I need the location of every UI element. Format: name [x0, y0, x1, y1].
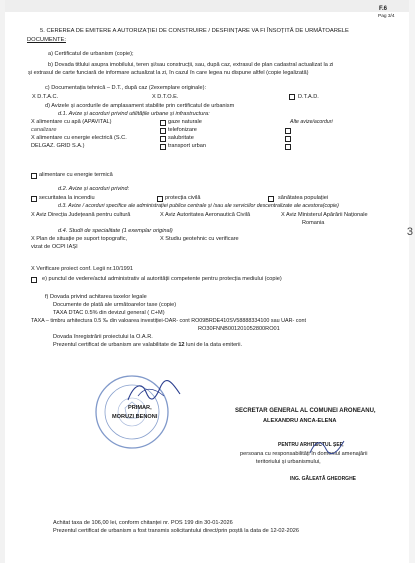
scan-left-edge: [0, 0, 5, 563]
section-title-cont: DOCUMENTE:: [27, 37, 66, 43]
item-e: e) punctul de vedere/actul administrativ al autorității competente pentru protecția mediului (copie): [42, 276, 282, 282]
dt-option-dtad-checkbox: [289, 94, 295, 100]
item-d: d) Avizele și acordurile de amplasament stabilite prin certificatul de urbanism: [45, 103, 235, 109]
checkbox-phone: [160, 128, 166, 134]
checkbox-transport: [160, 144, 166, 150]
d2-civil-protection: protecția civilă: [165, 195, 201, 201]
checkbox-health: [268, 196, 274, 202]
other-approvals-header: Alte avize/acorduri: [290, 119, 333, 125]
dt-option-dtoe: X D.T.O.E.: [152, 94, 179, 100]
d2-public-health: sănătatea populației: [278, 195, 329, 201]
oar-registration: Dovada înregistrării proiectului la O.A.R.: [53, 334, 153, 340]
utility-transport: transport urban: [168, 143, 206, 149]
delivery-info: Prezentul certificat de urbanism a fost transmis solicitantului direct/prin poștă la data de 12-02-2026: [53, 528, 299, 534]
utility-gas: gaze naturale: [168, 119, 202, 125]
validity-text: [53, 342, 242, 349]
validity-months: 12: [178, 342, 185, 348]
mayor-name: MORUZI BENONI: [112, 414, 158, 420]
page-number: Pag 3/4: [378, 14, 395, 19]
architect-signature: [308, 437, 348, 457]
secretary-title: SECRETAR GENERAL AL COMUNEI ARONEANU,: [235, 408, 376, 414]
engineer-name: ING. GĂLEATĂ GHEORGHE: [290, 476, 357, 482]
secretary-name: ALEXANDRU ANCA-ELENA: [263, 418, 337, 424]
d2-fire-safety: securitatea la incendiu: [39, 195, 95, 201]
d3-title: d.3. Avize / acorduri specifice ale administrației publice centrale și /sau ale serviciilor descentralizate ale acestora(copie): [58, 203, 339, 209]
dt-option-dtac: X D.T.A.C.: [32, 94, 59, 100]
architect-responsibility: persoana cu responsabilități în domeniul amenajării: [240, 451, 368, 457]
project-verification: X Verificare proiect conf. Legii nr.10/1991: [31, 266, 133, 272]
d4-geotechnical: X Studiu geotehnic cu verificare: [160, 236, 239, 242]
checkbox-gas: [160, 120, 166, 126]
item-a: a) Certificatul de urbanism (copie);: [48, 51, 134, 57]
checkbox-other-3: [285, 144, 291, 150]
tax-architecture-line1: TAXA – timbru arhitectura 0.5 ‰ din valoarea investiției-OAR- cont RO09BRDE410SV58888334100 sau UAR- cont: [31, 318, 306, 324]
dt-option-dtad: D.T.A.D.: [298, 94, 319, 100]
section-title: 5. CEREREA DE EMITERE A AUTORIZAȚIEI DE CONSTRUIRE / DESFIINȚARE VA FI ÎNSOȚITĂ DE URMĂTOARELE: [40, 28, 349, 34]
d4-site-plan: X Plan de situație pe suport topografic,: [31, 236, 128, 242]
mayor-title: PRIMAR,: [128, 405, 152, 411]
scan-right-edge: [406, 0, 415, 563]
checkbox-sanitation: [160, 136, 166, 142]
form-code: F.6: [379, 6, 388, 12]
checkbox-civil: [157, 196, 163, 202]
checkbox-thermal: [31, 173, 37, 179]
mayor-signature: [124, 376, 184, 406]
d1-title: d.1. Avize și acorduri privind utilitățile urbane și infrastructura:: [58, 111, 210, 117]
utility-electric: X alimentare cu energie electrică (S.C.: [31, 135, 127, 141]
validity-suffix: luni de la data emiterii.: [186, 342, 243, 348]
utility-water: X alimentare cu apă (APAVITAL): [31, 119, 112, 125]
tax-architecture-line2: RO30FNNB001201052800RO01: [198, 326, 280, 332]
fee-documents: Documente de plată ale următoarelor taxe (copie): [53, 302, 177, 308]
tax-dtac: TAXA DTAC 0.5% din devizul general ( C+M): [53, 310, 165, 316]
d2-title: d.2. Avize și acorduri privind:: [58, 186, 130, 192]
d4-site-plan-cont: vizat de OCPI IAȘI: [31, 244, 78, 250]
d3-aviation-approval: X Aviz Autoritatea Aeronautică Civilă: [160, 212, 251, 218]
edge-page-glyph: 3: [406, 226, 413, 238]
scan-top-edge: [0, 0, 415, 12]
item-c: c) Documentația tehnică – D.T., după caz (2exemplare originale):: [45, 85, 207, 91]
utility-phone: telefonizare: [168, 127, 197, 133]
utility-sanitation: salubritate: [168, 135, 194, 141]
fee-paid: Achitat taxa de 106,00 lei, conform chitanței nr. POS 199 din 30-01-2026: [53, 520, 233, 526]
d3-defense-approval: X Aviz Ministerul Apărării Naționale: [281, 212, 368, 218]
checkbox-other-2: [285, 136, 291, 142]
d4-title: d.4. Studii de specialitate (1 exemplar original): [58, 228, 173, 234]
utility-sewer: canalizare: [31, 127, 57, 133]
architect-responsibility-cont: teritoriului și urbanismului,: [256, 459, 321, 465]
d3-defense-approval-cont: Romania: [302, 220, 325, 226]
checkbox-environment: [31, 277, 37, 283]
utility-thermal: alimentare cu energie termică: [39, 172, 113, 178]
checkbox-fire: [31, 196, 37, 202]
item-b-line1: b) Dovada titlului asupra imobilului, teren și/sau construcții, sau, după caz, extrasul de plan cadastral actualizat la zi: [48, 62, 334, 68]
d3-culture-approval: X Aviz Direcția Județeană pentru cultură: [31, 212, 131, 218]
utility-electric-cont: DELGAZ. GRID S.A.): [31, 143, 85, 149]
item-b-line2: și extrasul de carte funciară de informare actualizat la zi, în cazul în care legea nu dispune altfel (copie legalizată): [28, 70, 309, 76]
validity-prefix: Prezentul certificat de urbanism are valabilitate de: [53, 342, 177, 348]
checkbox-other-1: [285, 128, 291, 134]
item-f: f) Dovada privind achitarea taxelor legale: [45, 294, 147, 300]
architect-label: PENTRU ARHITECTUL ȘEF,: [278, 442, 344, 448]
